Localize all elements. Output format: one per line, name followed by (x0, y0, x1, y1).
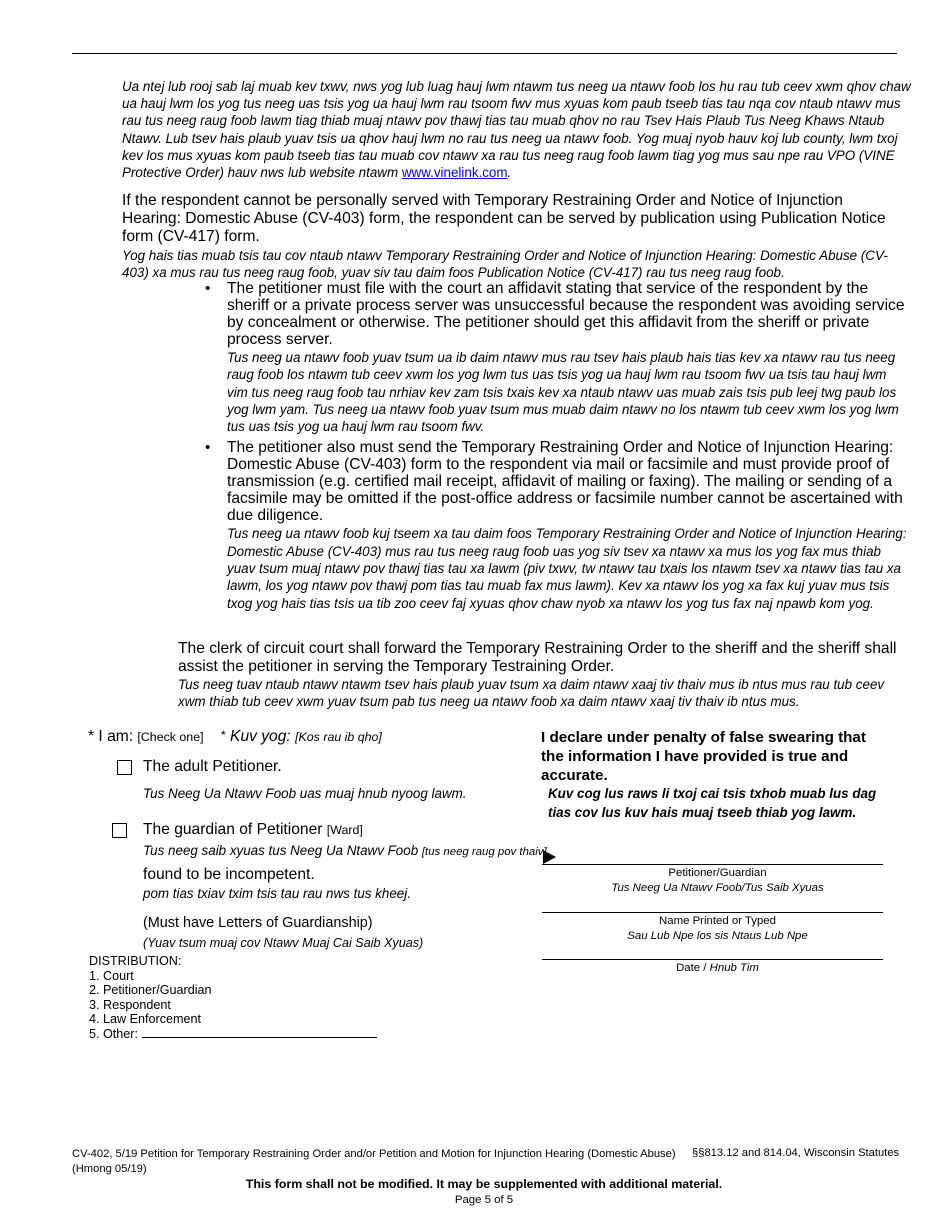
adult-petitioner-label: The adult Petitioner. (143, 758, 282, 775)
date-line[interactable] (542, 959, 883, 960)
sign-here-arrow-icon (543, 850, 556, 864)
guardian-hmong-text: Tus neeg saib xyuas tus Neeg Ua Ntawv Foob (143, 843, 419, 858)
statutes: §§813.12 and 814.04, Wisconsin Statutes (692, 1147, 900, 1159)
date-label-hmong: Hnub Tim (709, 962, 759, 974)
modification-notice: This form shall not be modified. It may be supplemented with additional material. (245, 1177, 723, 1191)
letters-note: (Must have Letters of Guardianship) (143, 915, 373, 931)
intro-hmong-end: . (507, 165, 512, 181)
adult-petitioner-hmong: Tus Neeg Ua Ntawv Foob uas muaj hnub nyoog lawm. (143, 786, 467, 801)
intro-hmong-paragraph (122, 78, 912, 181)
bullet-english: The petitioner also must send the Temporary Restraining Order and Notice of Injunction Hearing: Domestic Abuse (CV-403) form to the respondent via mail or facsimile and must provide proof of transmission (e.g. certified mail receipt, affidavit of mailing or faxing). The mailing or sending of a facsimile may be omitted if the post-office address or facsimile number cannot be ascertained with due diligence. (227, 439, 903, 525)
form-id-line1: CV-402, 5/19 Petition for Temporary Restraining Order and/or Petition and Motion for Injunction Hearing (Domestic Abuse) (72, 1148, 676, 1160)
form-id (72, 1147, 692, 1177)
ward-note: [Ward] (326, 823, 363, 837)
list-item: 4. Law Enforcement (89, 1012, 202, 1026)
bullet-icon: • (205, 439, 211, 457)
guardian-label-text: The guardian of Petitioner (143, 821, 323, 838)
signature-label-hmong: Tus Neeg Ua Ntawv Foob/Tus Saib Xyuas (611, 882, 824, 894)
name-printed-line[interactable] (542, 912, 883, 913)
publication-english: If the respondent cannot be personally served with Temporary Restraining Order and Notice of Injunction Hearing: Domestic Abuse (CV-403) form, the respondent can be served by publication using Publication Notice form (CV-417) form. (122, 192, 886, 246)
bullet-english: The petitioner must file with the court an affidavit stating that service of the respondent by the sheriff or a private process server was unsuccessful because the respondent was avoiding service by concealment or otherwise. The petitioner should get this affidavit from the sheriff or private process server. (227, 280, 905, 348)
kos-rau-note: [Kos rau ib qho] (295, 730, 382, 744)
incompetent-hmong: pom tias txiav txim tsis tau rau nws tus kheej. (143, 886, 411, 901)
guardian-hmong-note: [tus neeg raug pov thaiv] (421, 846, 547, 858)
publication-hmong: Yog hais tias muab tsis tau cov ntaub ntawv Temporary Restraining Order and Notice of Injunction Hearing: Domestic Abuse (CV-403) xa mus rau tus neeg raug foob, yuav siv tau daim foos Publication Notice (CV-417) rau tus neeg raug foob. (122, 248, 888, 280)
i-am-heading: * I am: [Check one] * Kuv yog: [Kos rau ib qho] (88, 728, 382, 745)
other-input-line[interactable] (142, 1027, 377, 1038)
signature-label-en: Petitioner/Guardian (668, 867, 767, 879)
bullet-hmong: Tus neeg ua ntawv foob yuav tsum ua ib daim ntawv mus rau tsev hais plaub hais tias kev xa ntawv rau tus neeg raug foob los ntawm tub ceev xwm los yog lwm tus uas tsis yog ua hauj lwm rau tsoom fwv ua tsis tau hauj lwm vim tus neeg raug foob tau nrhiav kev zam tsis txais kev xa ntaub ntawv uas muab zais tsis pub leej twg paub los yog lwm yam. Tus neeg ua ntawv foob yuav tsum mus muab daim ntawv no los ntawm tub ceev xwm los yog lwm tus uas tsis yog ua hauj lwm rau tsoom fwv. (227, 350, 899, 435)
incompetent-label: found to be incompetent. (143, 866, 315, 883)
other-label: 5. Other: (89, 1026, 138, 1041)
signature-line[interactable] (542, 864, 883, 865)
service-bullet-list (205, 280, 910, 612)
distribution-title: DISTRIBUTION: (89, 954, 182, 968)
guardian-label (143, 821, 363, 839)
signature-label (542, 866, 893, 896)
i-am-label: * I am: (88, 728, 134, 745)
list-item (89, 1027, 377, 1042)
clerk-english: The clerk of circuit court shall forward the Temporary Restraining Order to the sheriff and the sheriff shall assist the petitioner in serving the Temporary Testraining Order. (178, 640, 897, 675)
top-rule (72, 53, 897, 54)
check-one-note: [Check one] (137, 730, 204, 744)
list-item (205, 280, 910, 435)
distribution-list (89, 954, 377, 1041)
declaration-hmong: Kuv cog lus raws li txoj cai tsis txhob muab lus dag tias cov lus kuv hais muaj tseeb thiab yog lawm. (548, 786, 877, 820)
declaration-english: I declare under penalty of false swearing that the information I have provided is true and accurate. (541, 729, 866, 784)
name-printed-label-en: Name Printed or Typed (659, 915, 776, 927)
clerk-hmong: Tus neeg tuav ntaub ntawv ntawm tsev hais plaub yuav tsum xa daim ntawv xaaj tiv thaiv mus ib ntus mus rau tub ceev xwm thiab tub ceev xwm yuav tsum pab tus neeg ua ntawv foob xa daim ntawv xaaj tiv thaiv ib ntus mus. (178, 677, 885, 710)
date-label-en: Date / (676, 962, 707, 974)
form-id-line2: (Hmong 05/19) (72, 1163, 147, 1175)
list-item (205, 439, 910, 611)
name-printed-label-hmong: Sau Lub Npe los sis Ntaus Lub Npe (627, 930, 808, 942)
bullet-icon: • (205, 280, 211, 297)
letters-hmong: (Yuav tsum muaj cov Ntawv Muaj Cai Saib Xyuas) (143, 936, 424, 950)
date-label (542, 961, 893, 976)
vinelink-link[interactable]: www.vinelink.com (401, 165, 508, 181)
list-item: 2. Petitioner/Guardian (89, 983, 212, 997)
name-printed-label (542, 914, 893, 944)
list-item: 1. Court (89, 968, 134, 983)
page-number: Page 5 of 5 (454, 1194, 514, 1206)
list-item: 3. Respondent (89, 997, 171, 1012)
bullet-hmong: Tus neeg ua ntawv foob kuj tseem xa tau daim foos Temporary Restraining Order and Notice of Injunction Hearing: Domestic Abuse (CV-403) mus rau tus neeg raug foob uas yog siv tsev xa ntawv xa mus los yog fax mus thiab yuav tsum muaj ntawv pov thawj tias tau xa lawm (piv txwv, tw ntawv tau txais los ntawm tsev xa ntawv tias tau xa lawm, los yog ntawv pov thawj pom tias tau muab fax mus lawm). Kev xa ntawv los yog xa fax kuj yuav mus tsis txog yog hais tias tsis ua tib zoo ceev faj xyuas qhov chaw nyob xa ntawv los yog tus fax naj npawb kom yog. (227, 526, 907, 611)
guardian-hmong (143, 843, 547, 858)
guardian-checkbox[interactable] (112, 823, 127, 838)
intro-hmong-text: Ua ntej lub rooj sab laj muab kev txwv, nws yog lub luag hauj lwm ntawm tus neeg ua ntawv foob los hu rau tub ceev xwm qhov chaw ua hauj lwm los yog tus neeg uas tsis yog ua hauj lwm rau tsoom fwv mus xyuas kom paub tseeb tias tau nqa cov ntaub ntawv mus rau tus neeg raug foob lawm tiag thiab muaj ntawv pov thawj tias tau muab qhov no rau Tsev Hais Plaub Tus Neeg Khaws Ntaub Ntawv. Lub tsev hais plaub yuav tsis ua qhov hauj lwm no rau tus neeg ua ntawv foob. Yog muaj nyob hauv koj lub county, lwm txoj kev los mus xyuas kom paub tseeb tias tau muab cov ntawv xa rau tus neeg raug foob lawm tiag yog mus sau npe rau VPO (VINE Protective Order) hauv nws lub website ntawm (122, 79, 911, 181)
adult-petitioner-checkbox[interactable] (117, 760, 132, 775)
kuv-yog-label: Kuv yog: (230, 728, 291, 745)
